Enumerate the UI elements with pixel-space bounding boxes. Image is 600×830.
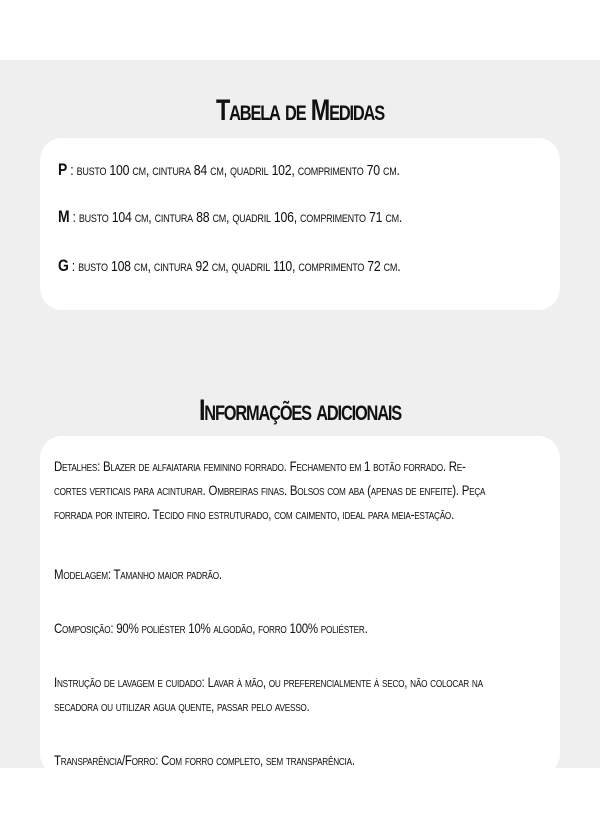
transparencia-paragraph: Transparência/Forro: Com forro completo, sem transparência. <box>54 752 355 768</box>
lavagem-line: Instrução de lavagem e cuidado: Lavar à mão, ou preferencialmente à seco, não colocar na <box>54 674 483 690</box>
info-title: Informações adicionais <box>198 394 402 427</box>
composicao-paragraph: Composição: 90% poliéster 10% algodão, forro 100% poliéster. <box>54 620 368 636</box>
measure-text: : busto 100 cm, cintura 84 cm, quadril 102, comprimento 70 cm. <box>70 162 400 179</box>
lavagem-paragraph <box>54 670 546 718</box>
product-info-panel <box>0 60 600 768</box>
measure-row-m <box>58 207 402 227</box>
details-line: forrada por inteiro. Tecido fino estruturado, com caimento, ideal para meia-estação. <box>54 506 455 522</box>
modelagem-paragraph: Modelagem: Tamanho maior padrão. <box>54 566 222 582</box>
size-label: G <box>58 256 69 275</box>
details-paragraph <box>54 454 546 526</box>
info-card <box>40 436 560 768</box>
measure-row-p <box>58 160 400 180</box>
size-label: M <box>58 207 70 226</box>
measures-card <box>40 138 560 310</box>
measure-text: : busto 104 cm, cintura 88 cm, quadril 106, comprimento 71 cm. <box>72 209 403 226</box>
lavagem-line: secadora ou utilizar agua quente, passar pelo avesso. <box>54 698 310 714</box>
details-line: cortes verticais para acinturar. Ombreiras finas. Bolsos com aba (apenas de enfeite). Peça <box>54 482 486 498</box>
size-label: P <box>58 160 68 179</box>
measure-row-g <box>58 256 400 276</box>
details-line: Detalhes: Blazer de alfaiataria feminino forrado. Fechamento em 1 botão forrado. Re- <box>54 458 466 474</box>
measure-text: : busto 108 cm, cintura 92 cm, quadril 110, comprimento 72 cm. <box>71 258 401 275</box>
measures-title: Tabela de Medidas <box>216 94 384 127</box>
